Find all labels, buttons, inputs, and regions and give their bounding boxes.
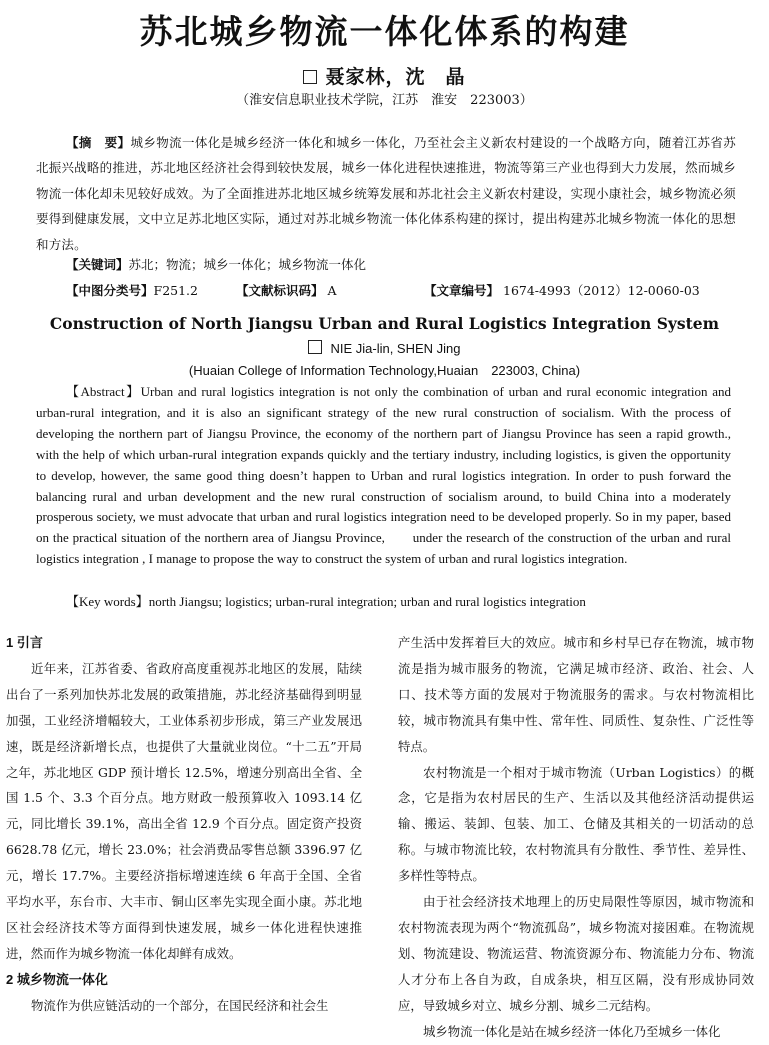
clc-value: F251.2	[153, 283, 198, 298]
abstract-text: 城乡物流一体化是城乡经济一体化和城乡一体化，乃至社会主义新农村建设的一个战略方向，随着江苏省苏北振兴战略的推进，苏北地区经济社会得到较快发展，城乡一体化进程快速推进，物流等第三产业也得到大力发展，然而城乡物流一体化却未见较好成效。为了全面推进苏北地区城乡统筹发展和苏北社会主义新农村建设，实现小康社会，城乡物流必须要得到健康发展，文中立足苏北地区实际，通过对苏北城乡物流一体化体系构建的探讨，提出构建苏北城乡物流一体化的思想和方法。	[36, 135, 736, 252]
english-author-names: NIE Jia-lin, SHEN Jing	[330, 341, 461, 356]
paragraph: 城乡物流一体化是站在城乡经济一体化乃至城乡一体化	[423, 1023, 721, 1039]
chinese-keywords	[66, 255, 366, 273]
doc-code-value: A	[327, 283, 337, 298]
keywords-text: 苏北；物流；城乡一体化；城乡物流一体化	[128, 257, 367, 272]
classification-line	[66, 281, 716, 299]
paragraph: 由于社会经济技术地理上的历史局限性等原因，城市物流和农村物流表现为两个“物流孤岛”，城乡物流对接困难。在物流规划、物流建设、物流运营、物流资源分布、物流能力分布、物流人才分布上各自为政，自成条块，相互区隔，没有形成协同效应，导致城乡对立、城乡分割、城乡二元结构。	[398, 894, 754, 1013]
authors	[0, 62, 769, 89]
section-heading: 2 城乡物流一体化	[6, 971, 108, 987]
english-keywords-label: 【Key words】	[66, 594, 149, 609]
english-abstract-label: 【Abstract】	[66, 384, 141, 399]
article-no-value: 1674-4993（2012）12-0060-03	[503, 283, 700, 298]
english-keywords	[66, 591, 586, 610]
box-icon	[303, 70, 317, 84]
english-affiliation: (Huaian College of Information Technology,Huaian 223003, China)	[188, 363, 581, 378]
paragraph: 农村物流是一个相对于城市物流（Urban Logistics）的概念，它是指为农村居民的生产、生活以及其他经济活动提供运输、搬运、装卸、包装、加工、仓储及其相关的一切活动的总称。与城市物流比较，农村物流具有分散性、季节性、差异性、多样性等特点。	[398, 764, 754, 884]
doc-code-label: 【文献标识码】	[236, 283, 324, 298]
author-names: 聂家林，沈 晶	[325, 66, 466, 88]
paragraph: 近年来，江苏省委、省政府高度重视苏北地区的发展，陆续出台了一系列加快苏北发展的政策措施，苏北经济基础得到明显加强，工业经济增幅较大，工业体系初步形成，第三产业发展迅速，既是经济新增长点，也提供了大量就业岗位。“十二五”开局之年，苏北地区 GDP 预计增长 12.5%，增速分别高出全省、全国 1.5 个、3.3 个百分点。地方财政一般预算收入 1093.14 亿元，同比增长 39.1%，高出全省 12.9 个百分点。固定资产投资 6628.78 亿元，增长 23.0%；社会消费品零售总额 3396.97 亿元，增长 17.7%。主要经济指标增速连续 6 年高于全国、全省平均水平，东台市、大丰市、铜山区率先实现全面小康。苏北地区社会经济技术等方面得到快速发展，城乡一体化进程快速推进，然而作为城乡物流一体化却鲜有成效。	[6, 660, 362, 961]
english-authors	[0, 340, 769, 356]
english-abstract	[36, 382, 731, 570]
english-title: Construction of North Jiangsu Urban and Rural Logistics Integration System	[49, 314, 720, 333]
box-icon	[308, 340, 322, 354]
abstract-label: 【摘 要】	[66, 135, 131, 150]
keywords-label: 【关键词】	[66, 257, 129, 272]
affiliation: （淮安信息职业技术学院，江苏 淮安 223003）	[236, 93, 533, 108]
paper-title: 苏北城乡物流一体化体系的构建	[139, 12, 630, 51]
article-no-label: 【文章编号】	[424, 283, 500, 298]
left-column	[6, 630, 362, 1019]
right-column	[398, 630, 754, 1045]
section-heading: 1 引言	[6, 635, 43, 650]
clc-label: 【中图分类号】	[66, 283, 154, 298]
paragraph: 物流作为供应链活动的一个部分，在国民经济和社会生	[31, 997, 329, 1013]
chinese-abstract	[36, 130, 736, 257]
paragraph: 产生活中发挥着巨大的效应。城市和乡村早已存在物流，城市物流是指为城市服务的物流，它满足城市经济、政治、社会、人口、技术等方面的发展对于物流服务的需求。与农村物流相比较，城市物流具有集中性、常年性、同质性、复杂性、广泛性等特点。	[398, 635, 754, 754]
english-keywords-text: north Jiangsu; logistics; urban-rural integration; urban and rural logistics integration	[148, 594, 586, 609]
english-abstract-text: Urban and rural logistics integration is not only the combination of urban and rural economic integration and urban-rural integration, and it is also an significant strategy of the new rural construction of socialism. With the process of developing the northern part of Jiangsu Province, the economy of the northern part of Jiangsu Province has seen a rapid growth., with the help of which urban-rural integration expands quickly and the tertiary industry, including logistics, is given the opportunity to develop, however, the same good thing doesn’t happen to Urban and rural logistics integration. In order to push forward the balancing rural and urban development and the new rural construction of socialism around, to build China into a moderately prosperous society, we must advocate that urban and rural logistics integration need to be developed properly. So in my paper, based on the practical situation of the northern area of Jiangsu Province, under the research of the construction of the urban and rural logistics integration , I manage to propose the way to construct the system of urban and rural logistics integration.	[36, 384, 731, 567]
